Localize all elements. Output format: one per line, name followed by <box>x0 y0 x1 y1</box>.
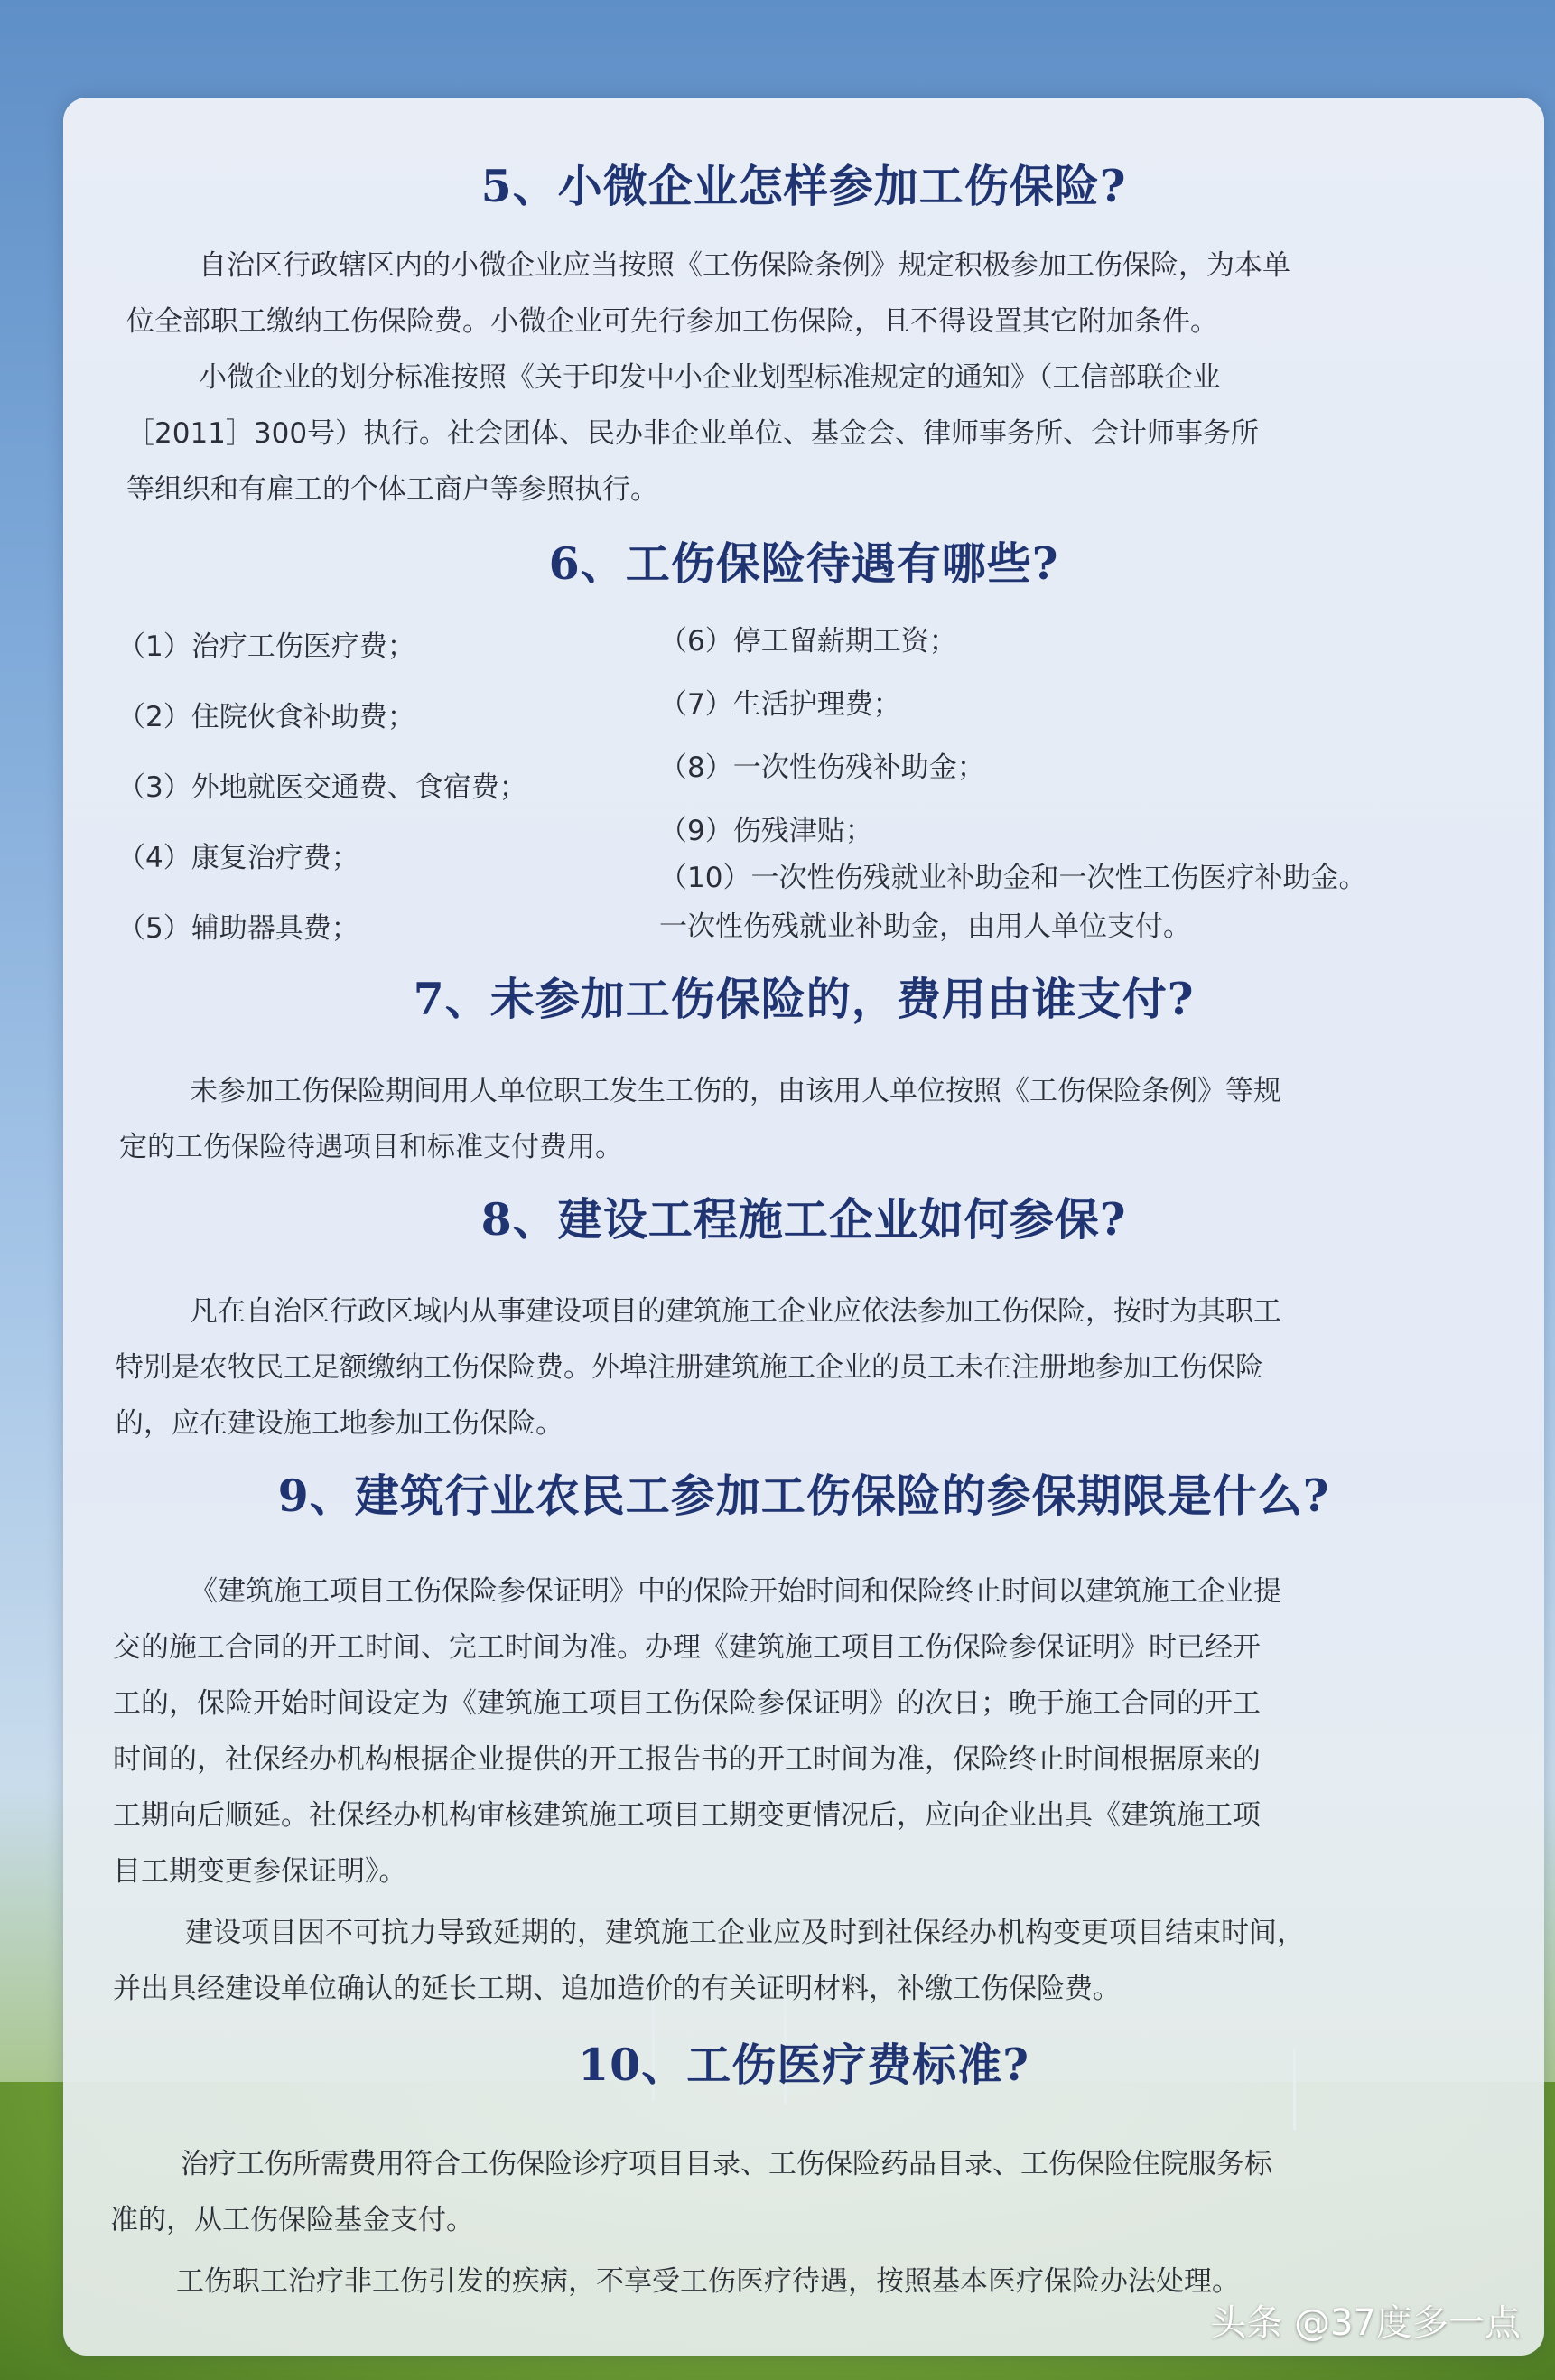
section-9-line: 时间的，社保经办机构根据企业提供的开工报告书的开工时间为准，保险终止时间根据原来的 <box>113 1743 1261 1776</box>
section-8-line: 特别是农牧民工足额缴纳工伤保险费。外埠注册建筑施工企业的员工未在注册地参加工伤保险 <box>116 1351 1263 1384</box>
section-9-line: 《建筑施工项目工伤保险参保证明》中的保险开始时间和保险终止时间以建筑施工企业提 <box>190 1575 1281 1608</box>
section-9-line: 工期向后顺延。社保经办机构审核建筑施工项目工期变更情况后，应向企业出具《建筑施工项 <box>113 1799 1261 1832</box>
benefit-note: 一次性伤残就业补助金，由用人单位支付。 <box>659 910 1191 943</box>
benefit-item: （4）康复治疗费； <box>117 842 359 874</box>
section-5-line: 位全部职工缴纳工伤保险费。小微企业可先行参加工伤保险，且不得设置其它附加条件。 <box>126 305 1218 338</box>
benefit-item: （3）外地就医交通费、食宿费； <box>117 771 527 804</box>
section-5-line: 等组织和有雇工的个体工商户等参照执行。 <box>126 473 658 506</box>
benefit-item: （1）治疗工伤医疗费； <box>117 630 415 663</box>
section-10-line: 工伤职工治疗非工伤引发的疾病，不享受工伤医疗待遇，按照基本医疗保险办法处理。 <box>176 2265 1240 2298</box>
section-5-line: 自治区行政辖区内的小微企业应当按照《工伤保险条例》规定积极参加工伤保险，为本单 <box>199 249 1290 282</box>
benefit-item: （6）停工留薪期工资； <box>659 625 957 658</box>
section-8-title: 8、建设工程施工企业如何参保? <box>480 1193 1127 1246</box>
section-5-title: 5、小微企业怎样参加工伤保险? <box>480 160 1127 212</box>
section-9-line: 工的，保险开始时间设定为《建筑施工项目工伤保险参保证明》的次日；晚于施工合同的开工 <box>113 1687 1261 1720</box>
section-9-line: 建设项目因不可抗力导致延期的，建筑施工企业应及时到社保经办机构变更项目结束时间， <box>185 1917 1305 1949</box>
section-8-line: 凡在自治区行政区域内从事建设项目的建筑施工企业应依法参加工伤保险，按时为其职工 <box>190 1295 1281 1328</box>
section-10-line: 准的，从工伤保险基金支付。 <box>110 2204 474 2236</box>
section-8-line: 的，应在建设施工地参加工伤保险。 <box>116 1407 563 1440</box>
section-9-line: 目工期变更参保证明》。 <box>113 1855 407 1888</box>
section-10-title: 10、工伤医疗费标准? <box>578 2039 1029 2091</box>
section-9-title: 9、建筑行业农民工参加工伤保险的参保期限是什么? <box>277 1470 1330 1522</box>
benefit-item: （7）生活护理费； <box>659 688 901 721</box>
benefit-item: （5）辅助器具费； <box>117 912 359 945</box>
section-9-line: 交的施工合同的开工时间、完工时间为准。办理《建筑施工项目工伤保险参保证明》时已经开 <box>113 1631 1261 1664</box>
benefit-item: （10）一次性伤残就业补助金和一次性工伤医疗补助金。 <box>659 862 1367 894</box>
section-5-line: 小微企业的划分标准按照《关于印发中小企业划型标准规定的通知》（工信部联企业 <box>199 361 1221 394</box>
benefit-item: （8）一次性伤残补助金； <box>659 751 985 784</box>
section-7-line: 定的工伤保险待遇项目和标准支付费用。 <box>119 1131 623 1163</box>
section-6-title: 6、工伤保险待遇有哪些? <box>548 537 1059 590</box>
section-10-line: 治疗工伤所需费用符合工伤保险诊疗项目目录、工伤保险药品目录、工伤保险住院服务标 <box>181 2148 1272 2180</box>
leaflet-page <box>63 98 1544 2356</box>
benefit-item: （2）住院伙食补助费； <box>117 701 415 733</box>
source-watermark: 头条 @37度多一点 <box>1210 2302 1521 2344</box>
section-5-line: ［2011］300号）执行。社会团体、民办非企业单位、基金会、律师事务所、会计师事务所 <box>126 417 1260 450</box>
section-7-line: 未参加工伤保险期间用人单位职工发生工伤的，由该用人单位按照《工伤保险条例》等规 <box>190 1075 1281 1107</box>
section-7-title: 7、未参加工伤保险的，费用由谁支付? <box>413 973 1195 1025</box>
section-9-line: 并出具经建设单位确认的延长工期、追加造价的有关证明材料，补缴工伤保险费。 <box>113 1973 1121 2005</box>
benefit-item: （9）伤残津贴； <box>659 815 873 847</box>
